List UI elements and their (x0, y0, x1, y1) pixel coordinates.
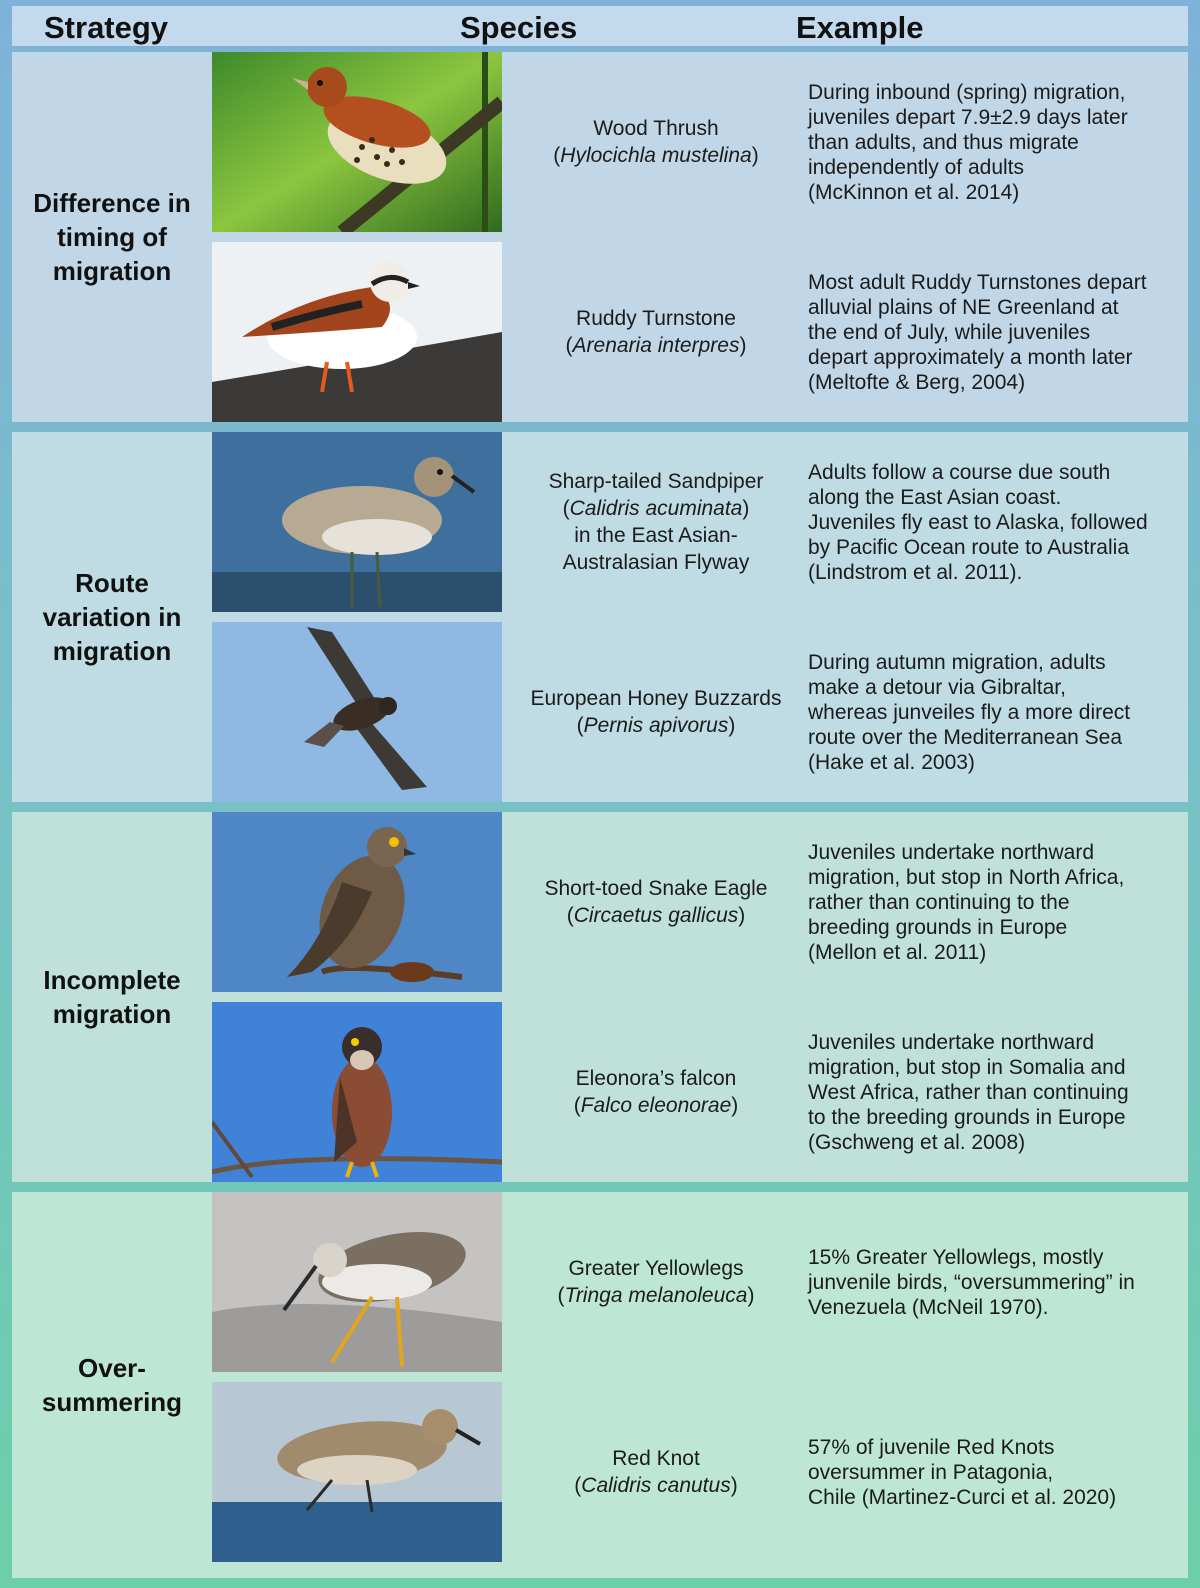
wood-thrush-photo (212, 52, 502, 232)
section-timing (12, 52, 1188, 422)
species-scientific-name: ( Arenaria interpres ) (566, 332, 747, 359)
example-ruddy-turnstone: Most adult Ruddy Turnstones depart alluvial plains of NE Greenland at the end of July, while juveniles depart approximately a month later (Meltofte & Berg, 2004) (808, 270, 1147, 394)
strategy-label: Incomplete migration (43, 965, 181, 1029)
species-scientific-name: ( Tringa melanoleuca ) (558, 1282, 755, 1309)
red-knot-photo (212, 1382, 502, 1562)
species-greater-yellowlegs (508, 1192, 804, 1372)
sharp-tailed-sandpiper-photo (212, 432, 502, 612)
header-species: Species (460, 10, 578, 45)
strategy-label: Over- summering (41, 1353, 183, 1417)
species-red-knot (508, 1382, 804, 1562)
species-common-name: Eleonora’s falcon (575, 1067, 737, 1090)
species-scientific-name: ( Calidris acuminata ) (563, 495, 750, 522)
header-strategy: Strategy (44, 10, 169, 45)
species-eleonoras-falcon (508, 1002, 804, 1182)
species-scientific-name: ( Calidris canutus ) (574, 1472, 737, 1499)
eleonoras-falcon-photo (212, 1002, 502, 1182)
section-route (12, 432, 1188, 802)
greater-yellowlegs-photo (212, 1192, 502, 1372)
example-greater-yellowlegs: 15% Greater Yellowlegs, mostly junvenile birds, “oversummering” in Venezuela (McNeil 1970). (808, 1245, 1135, 1319)
strategy-label: Route variation in migration (42, 568, 182, 666)
species-scientific-name: ( Circaetus gallicus ) (567, 902, 746, 929)
example-wood-thrush: During inbound (spring) migration, juveniles depart 7.9±2.9 days later than adults, and thus migrate independently of adults (McKinnon et al. 2014) (808, 80, 1128, 204)
species-common-name: Ruddy Turnstone (576, 307, 736, 330)
species-honey-buzzard (508, 622, 804, 802)
species-wood-thrush (508, 52, 804, 232)
species-scientific-name: ( Pernis apivorus ) (577, 712, 736, 739)
species-common-name: European Honey Buzzards (530, 687, 782, 710)
example-red-knot: 57% of juvenile Red Knots oversummer in Patagonia, Chile (Martinez-Curci et al. 2020) (808, 1435, 1117, 1509)
species-common-name: Red Knot (612, 1447, 700, 1470)
species-common-name: Short-toed Snake Eagle (544, 877, 768, 900)
section-oversummering (12, 1192, 1188, 1578)
species-note: in the East Asian- Australasian Flyway (562, 524, 750, 574)
species-snake-eagle (508, 812, 804, 992)
section-incomplete (12, 812, 1188, 1182)
species-ruddy-turnstone (508, 242, 804, 422)
honey-buzzard-photo (212, 622, 502, 802)
header-example: Example (796, 10, 924, 45)
species-sharp-tailed-sandpiper (508, 432, 804, 612)
example-honey-buzzard: During autumn migration, adults make a detour via Gibraltar, whereas junveiles fly a more direct route over the Mediterranean Sea (Hake et al. 2003) (808, 650, 1131, 774)
strategy-label: Difference in timing of migration (33, 188, 191, 286)
species-scientific-name: ( Falco eleonorae ) (574, 1092, 739, 1119)
species-scientific-name: ( Hylocichla mustelina ) (553, 142, 758, 169)
example-sharp-tailed-sandpiper: Adults follow a course due south along the East Asian coast. Juveniles fly east to Alaska, followed by Pacific Ocean route to Australia (Lindstrom et al. 2011). (808, 460, 1148, 584)
table-header (12, 6, 1188, 46)
example-snake-eagle: Juveniles undertake northward migration, but stop in North Africa, rather than continuing to the breeding grounds in Europe (Mellon et al. 2011) (808, 840, 1125, 964)
snake-eagle-photo (212, 812, 502, 992)
ruddy-turnstone-photo (212, 242, 502, 422)
species-common-name: Wood Thrush (593, 117, 719, 140)
example-eleonoras-falcon: Juveniles undertake northward migration, but stop in Somalia and West Africa, rather than continuing to the breeding grounds in Europe (Gschweng et al. 2008) (808, 1030, 1129, 1154)
species-common-name: Sharp-tailed Sandpiper (548, 470, 764, 493)
species-common-name: Greater Yellowlegs (568, 1257, 744, 1280)
